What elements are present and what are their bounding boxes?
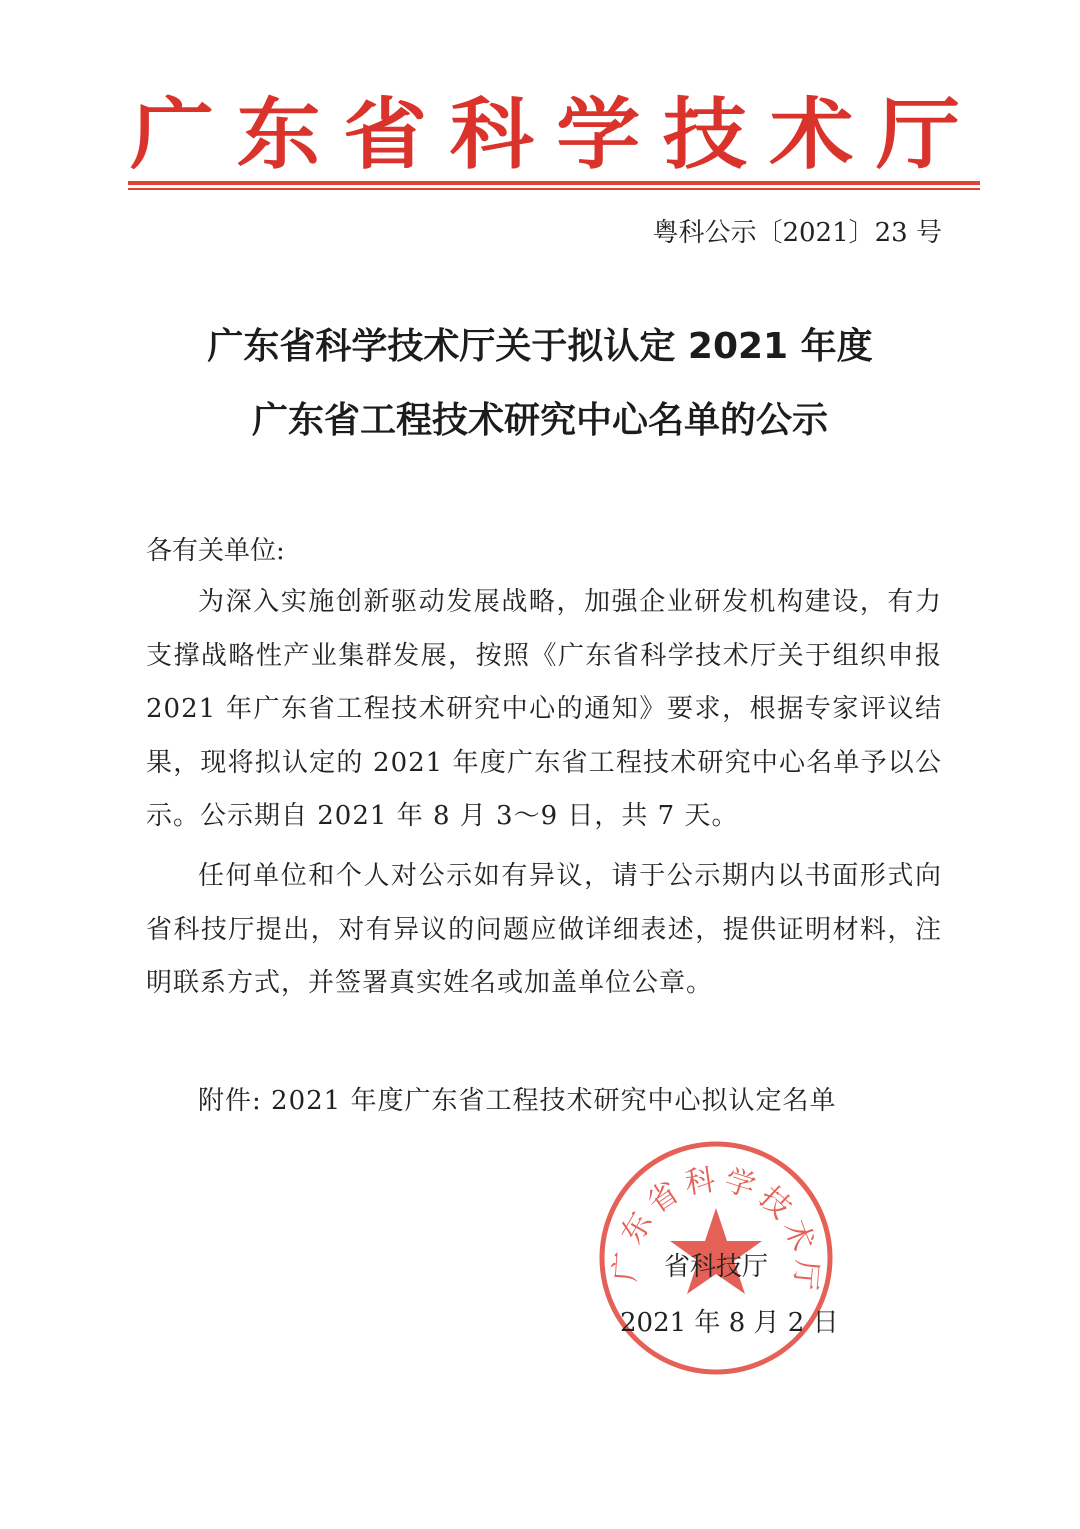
letterhead-char: 东	[236, 88, 321, 180]
document-title-line-1: 广东省科学技术厅关于拟认定 2021 年度	[207, 326, 873, 367]
body-paragraph: 任何单位和个人对公示如有异议，请于公示期内以书面形式向省科技厅提出，对有异议的问题应做详细表述，提供证明材料，注明联系方式，并签署真实姓名或加盖单位公章。	[146, 861, 942, 998]
body-paragraph: 为深入实施创新驱动发展战略，加强企业研发机构建设，有力支撑战略性产业集群发展，按照《广东省科学技术厅关于组织申报 2021 年广东省工程技术研究中心的通知》要求，根据专家评议结果，现将拟认定的 2021 年度广东省工程技术研究中心名单予以公示。公示期自 2021 年 8 月 3～9 日，共 7 天。	[146, 587, 942, 831]
letterhead-char: 术	[769, 88, 854, 180]
letterhead-char: 技	[662, 88, 747, 180]
signer-name: 省科技厅	[664, 1252, 769, 1282]
letterhead-char: 厅	[875, 88, 960, 180]
salutation: 各有关单位:	[146, 536, 285, 566]
letterhead-char: 科	[449, 88, 534, 180]
attachment-note: 附件: 2021 年度广东省工程技术研究中心拟认定名单	[198, 1086, 837, 1116]
letterhead-divider	[128, 181, 980, 185]
letterhead-char: 广	[130, 88, 215, 180]
letterhead-char: 省	[343, 88, 428, 180]
letterhead-char: 学	[556, 88, 641, 180]
seal-text: 广东省科学技术厅	[607, 1161, 825, 1298]
signature-date: 2021 年 8 月 2 日	[620, 1308, 839, 1338]
letterhead-divider-thin	[128, 188, 980, 190]
agency-letterhead	[130, 78, 960, 178]
document-number: 粤科公示〔2021〕23 号	[652, 218, 942, 248]
document-title-line-2: 广东省工程技术研究中心名单的公示	[251, 400, 828, 441]
